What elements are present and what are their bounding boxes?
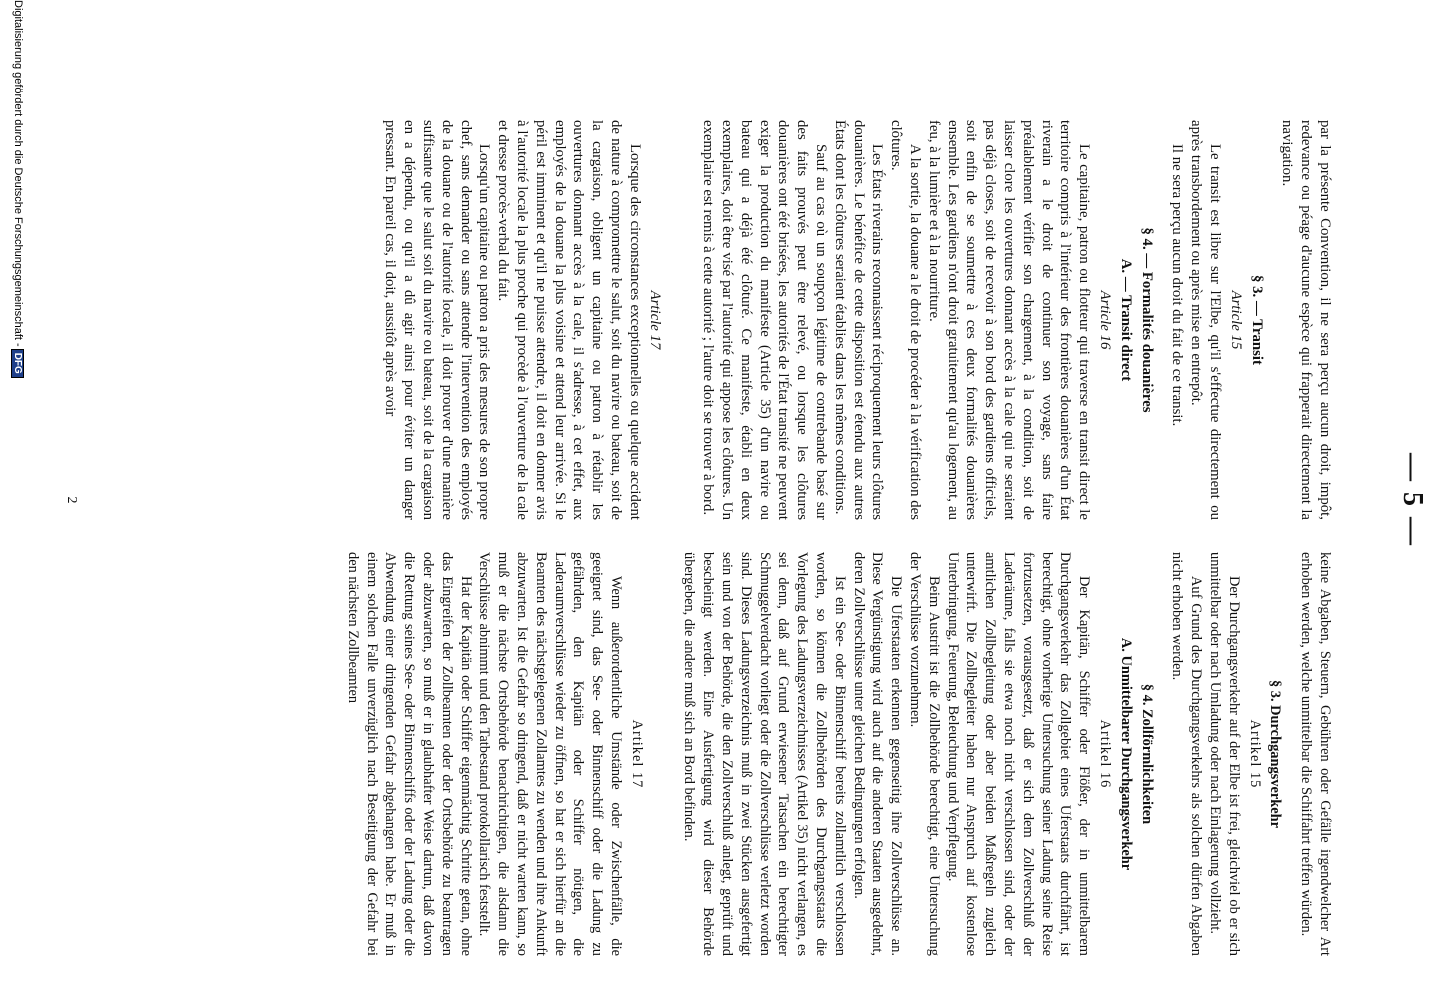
de-article-17-title: Artikel 17 <box>628 719 645 789</box>
de-subsection-a-title: A. Unmittelbarer Durchgangsverkehr <box>1117 637 1134 871</box>
german-column <box>343 552 1334 956</box>
fr-section-3-title: § 3. — Transit <box>1248 275 1265 365</box>
page-header: — 5 — <box>1397 453 1428 547</box>
digitization-credit <box>11 0 24 378</box>
de-article-16-title: Artikel 16 <box>1097 719 1114 789</box>
de-section-4-title: § 4. Zollförmlichkeiten <box>1138 683 1155 825</box>
fr-article-15-title: Article 15 <box>1227 290 1244 350</box>
de-section-3-title: § 3. Durchgangsverkehr <box>1267 679 1284 829</box>
fr-article-16-paragraph-1: Le capitaine, patron ou flotteur qui traverse en transit direct le territoire compris à l'intérieur des frontières douanières d'un État riverain a le droit de continuer son voyage, sans faire préalablement vérifier son chargement, à la condition, soit de laisser clore les ouvertures donnant accès à la cale qui ne seraient pas déjà closes, soit de recevoir à son bord des gardiens officiels, soit enfin de se soumettre à ces deux formalités douanières ensemble. Les gardiens n'ont droit gratuitement qu'au logement, au feu, à la lumière et à la nourriture. <box>925 120 1093 520</box>
fr-article-17-paragraph-2: Lorsqu'un capitaine ou patron a pris des mesures de son propre chef, sans demander ou sans attendre l'intervention des employés de la douane ou de l'autorité locale, il doit prouver d'une manière suffisante que le salut soit du navire ou bateau, soit de la cargaison en a dépendu, ou qu'il a dû agir ainsi pour éviter un danger pressant. En pareil cas, il doit, aussitôt après avoir <box>382 120 493 520</box>
dfg-logo-icon: DFG <box>11 349 24 378</box>
fr-intro-paragraph: par la présente Convention, il ne sera perçu aucun droit, impôt, redevance ou péage d'aucune espèce qui frapperait directement la navigation. <box>1279 120 1333 520</box>
de-article-17-paragraph-1: Wenn außerordentliche Umstände oder Zwischenfälle, die geeignet sind, das See- oder Binnenschiff oder die Ladung zu gefährden, den Kapitän oder Schiffer nötigen, die Laderaumverschlüsse wieder zu öffnen, so hat er sich hierfür an die Beamten des nächstgelegenen Zollamtes zu wenden und ihre Ankunft abzuwarten. Ist die Gefahr so dringend, daß er nicht warten kann, so muß er die nächste Ortsbehörde benachrichtigen, die alsdann die Verschlüsse abnimmt und den Tatbestand protokollarisch feststellt. <box>476 552 624 956</box>
de-article-15-paragraph-2: Auf Grund des Durchgangsverkehrs als solchen dürfen Abgaben nicht erhoben werden. <box>1169 552 1205 956</box>
de-article-16-paragraph-4: Ist ein See- oder Binnenschiff bereits zollamtlich verschlossen worden, so können die Zollbehörden des Durchgangsstaats die Vorlegung des Ladungsverzeichnisses (Artikel 35) nicht verlangen, es sei denn, daß auf Grund erwiesener Tatsachen ein berechtigter Schmuggelverdacht vorliegt oder die Zollverschlüsse verletzt worden sind. Dieses Ladungsverzeichnis muß in zwei Stücken ausgefertigt sein und von der Behörde, die den Zollverschluß anlegt, geprüft und bescheinigt werden. Eine Ausfertigung wird dieser Behörde übergeben, die andere muß sich an Bord befinden. <box>681 552 848 956</box>
fr-section-4-title: § 4. — Formalités douanières <box>1138 227 1155 413</box>
fr-article-17-title: Article 17 <box>647 290 664 350</box>
de-article-16-paragraph-3: Die Uferstaaten erkennen gegenseitig ihre Zollverschlüsse an. Diese Vergünstigung wird auch auf die anderen Staaten ausgedehnt, deren Zollverschlüsse unter gleichen Bedingungen erfolgen. <box>850 552 905 956</box>
de-intro-paragraph: keine Abgaben, Steuern, Gebühren oder Gefälle irgendwelcher Art erhoben werden, welche unmittelbar die Schiffahrt treffen würden. <box>1298 552 1333 956</box>
de-article-17-paragraph-2: Hat der Kapitän oder Schiffer eigenmächtig Schritte getan, ohne das Eingreifen der Zollbeamten oder der Ortsbehörde zu beantragen oder abzuwarten, so muß er in glaubhafter Weise dartun, daß davon die Rettung seines See- oder Binnenschiffs oder der Ladung oder die Abwendung einer dringenden Gefahr abgehangen habe. Er muß in einem solchen Falle unverzüglich nach Beseitigung der Gefahr bei den nächsten Zollbeamten <box>344 552 474 956</box>
de-article-16-paragraph-2: Beim Austritt ist die Zollbehörde berechtigt, eine Untersuchung der Verschlüsse vorzunehmen. <box>907 552 942 956</box>
fr-article-16-paragraph-4: Sauf au cas où un soupçon légitime de contrebande basé sur des faits prouvés peut être relevé, ou lorsque les clôtures douanières ont été brisées, les autorités de l'État transité ne peuvent exiger la production du manifeste (Article 35) d'un navire ou bateau qui a déjà été clôturé. Ce manifeste, établi en deux exemplaires, doit être visé par l'autorité qui appose les clôtures. Un exemplaire est remis à cette autorité ; l'autre doit se trouver à bord. <box>700 120 830 520</box>
fr-article-16-title: Article 16 <box>1097 290 1114 350</box>
de-article-16-paragraph-1: Der Kapitän, Schiffer oder Flößer, der in unmittelbarem Durchgangsverkehr das Zollgebiet eines Uferstaats durchfährt, ist berechtigt, ohne vorherige Untersuchung seiner Ladung seine Reise fortzusetzen, vorausgesetzt, daß er sich dem Zollverschluß der Laderäume, falls sie etwa noch nicht verschlossen sind, oder der amtlichen Zollbegleitung oder aber beiden Maßregeln zugleich unterwirft. Die Zollbegleiter haben nur Anspruch auf kostenlose Unterbringung, Feuerung, Beleuchtung und Verpflegung. <box>944 552 1093 956</box>
french-column <box>381 120 1334 520</box>
fr-article-16-paragraph-3: Les États riverains reconnaissent réciproquement leurs clôtures douanières. Le bénéfice de cette disposition est étendu aux autres États dont les clôtures seraient établies dans les mêmes conditions. <box>831 120 886 520</box>
de-article-15-title: Artikel 15 <box>1246 719 1263 789</box>
credit-text: Digitalisierung gefördert durch die Deutsche Forschungsgemeinschaft - <box>12 0 24 347</box>
fr-article-17-paragraph-1: Lorsque des circonstances exceptionnelles ou quelque accident de nature à compromettre le salut, soit du navire ou bateau, soit de la cargaison, obligent un capitaine ou patron à rétablir les ouvertures donnant accès à la cale, il s'adresse, à cet effet, aux employés de la douane la plus voisine et attend leur arrivée. Si le péril est imminent et qu'il ne puisse attendre, il doit en donner avis à l'autorité locale la plus proche qui procède à l'ouverture de la cale et dresse procès-verbal du fait. <box>495 120 643 520</box>
fr-article-15-paragraph-1: Le transit est libre sur l'Elbe, qu'il s'effectue directement ou après transbordement ou après mise en entrepôt. <box>1188 120 1224 520</box>
page-number: 2 <box>64 496 79 504</box>
fr-article-15-paragraph-2: Il ne sera perçu aucun droit du fait de ce transit. <box>1169 144 1186 427</box>
de-article-15-paragraph-1: Der Durchgangsverkehr auf der Elbe ist frei, gleichviel ob er sich unmittelbar oder nach Umladung oder nach Einlagerung vollzieht. <box>1207 552 1242 956</box>
fr-subsection-a-title: A. — Transit direct <box>1117 258 1134 382</box>
fr-article-16-paragraph-2: A la sortie, la douane a le droit de procéder à la vérification des clôtures. <box>888 120 924 520</box>
